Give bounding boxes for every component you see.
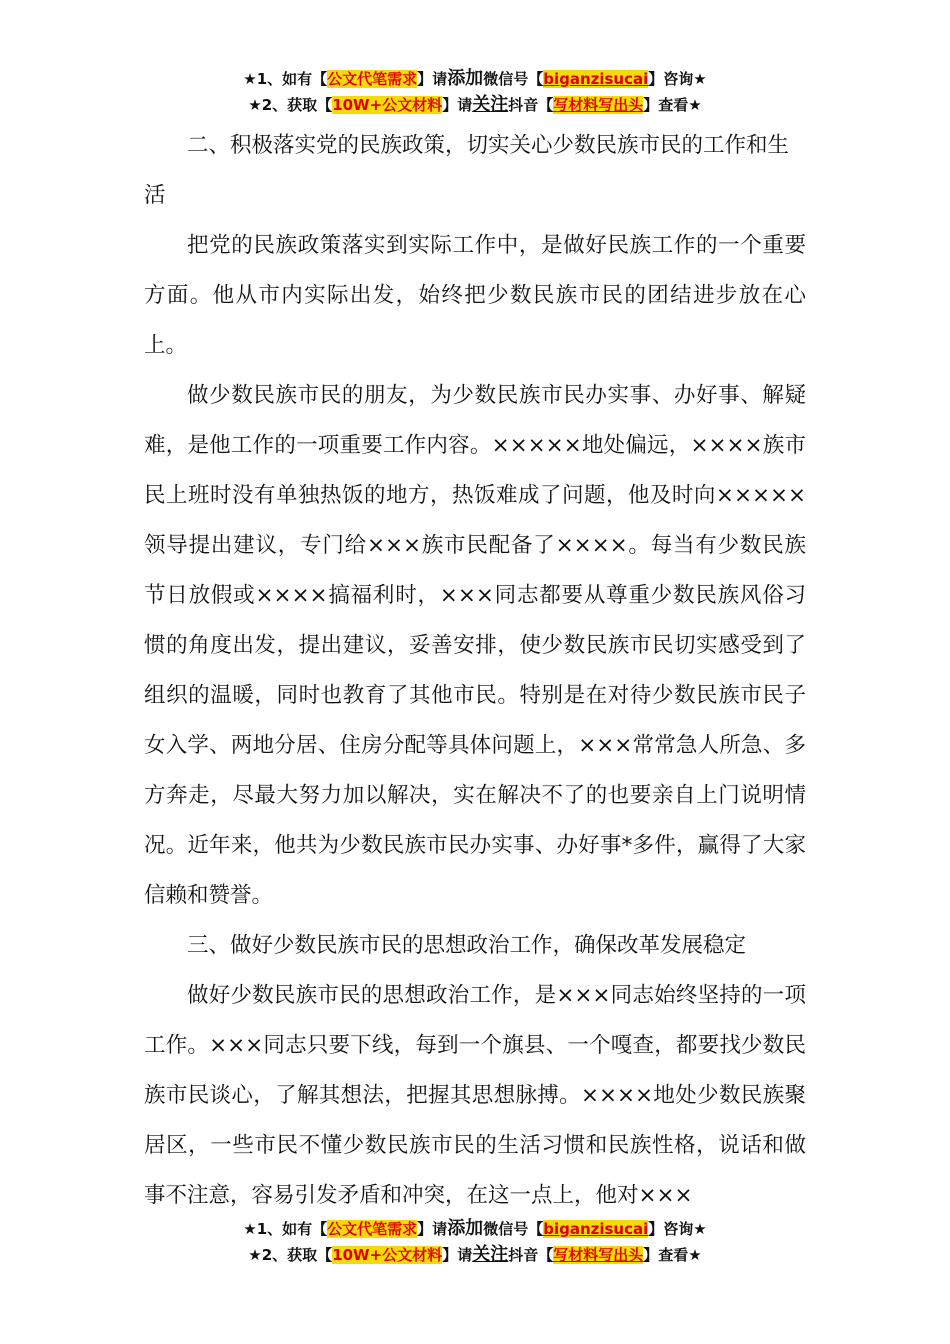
highlight-text: 10W+公文材料 [332,1246,443,1264]
banner-text: 微信号【 [483,70,544,88]
emphasis-text: 关注 [472,1244,509,1265]
wechat-id-link[interactable]: biganzisucai [543,1220,649,1238]
banner-line-2 [0,92,950,118]
highlight-text: 公文代笔需求 [327,1220,418,1238]
douyin-account-link[interactable]: 写材料写出头 [553,96,644,114]
banner-text: ★2、获取【 [248,96,333,114]
banner-text: ★2、获取【 [248,1246,333,1264]
paragraph: 做少数民族市民的朋友，为少数民族市民办实事、办好事、解疑难，是他工作的一项重要工作内容。×××××地处偏远，××××族市民上班时没有单独热饭的地方，热饭难成了问题，他及时向×××××领导提出建议，专门给×××族市民配备了××××。每当有少数民族节日放假或××××搞福利时，×××同志都要从尊重少数民族风俗习惯的角度出发，提出建议，妥善安排，使少数民族市民切实感受到了组织的温暖，同时也教育了其他市民。特别是在对待少数民族市民子女入学、两地分居、住房分配等具体问题上，×××常常急人所急、多方奔走，尽最大努力加以解决，实在解决不了的也要亲自上门说明情况。近年来，他共为少数民族市民办实事、办好事*多件，赢得了大家信赖和赞誉。 [144,383,806,908]
banner-text: 】请 [417,70,448,88]
douyin-account-link[interactable]: 写材料写出头 [553,1246,644,1264]
banner-text: 】请 [442,1246,473,1264]
banner-text: 微信号【 [483,1220,544,1238]
banner-text: 】请 [417,1220,448,1238]
banner-text: 抖音【 [508,96,554,114]
banner-line-2 [0,1242,950,1268]
banner-line-1 [0,66,950,92]
highlight-text: 公文代笔需求 [327,70,418,88]
footer-banner [0,1216,950,1268]
banner-text: 】咨询★ [648,70,707,88]
section-heading-2: 二、积极落实党的民族政策，切实关心少数民族市民的工作和生活 [144,133,790,208]
banner-text: 】查看★ [643,1246,702,1264]
emphasis-text: 关注 [472,94,509,115]
highlight-text: 10W+公文材料 [332,96,443,114]
section-heading-3: 三、做好少数民族市民的思想政治工作，确保改革发展稳定 [187,933,747,958]
banner-text: ★1、如有【 [243,1220,328,1238]
banner-text: 】咨询★ [648,1220,707,1238]
header-banner [0,66,950,118]
emphasis-text: 添加 [447,68,484,89]
emphasis-text: 添加 [447,1218,484,1239]
wechat-id-link[interactable]: biganzisucai [543,70,649,88]
paragraph: 把党的民族政策落实到实际工作中，是做好民族工作的一个重要方面。他从市内实际出发，始终把少数民族市民的团结进步放在心上。 [144,233,806,358]
paragraph: 做好少数民族市民的思想政治工作，是×××同志始终坚持的一项工作。×××同志只要下线，每到一个旗县、一个嘎查，都要找少数民族市民谈心，了解其想法，把握其思想脉搏。××××地处少数民族聚居区，一些市民不懂少数民族市民的生活习惯和民族性格，说话和做事不注意，容易引发矛盾和冲突，在这一点上，他对××× [144,983,806,1208]
banner-text: ★1、如有【 [243,70,328,88]
banner-text: 】查看★ [643,96,702,114]
document-body [144,121,806,1221]
banner-text: 抖音【 [508,1246,554,1264]
banner-text: 】请 [442,96,473,114]
banner-line-1 [0,1216,950,1242]
